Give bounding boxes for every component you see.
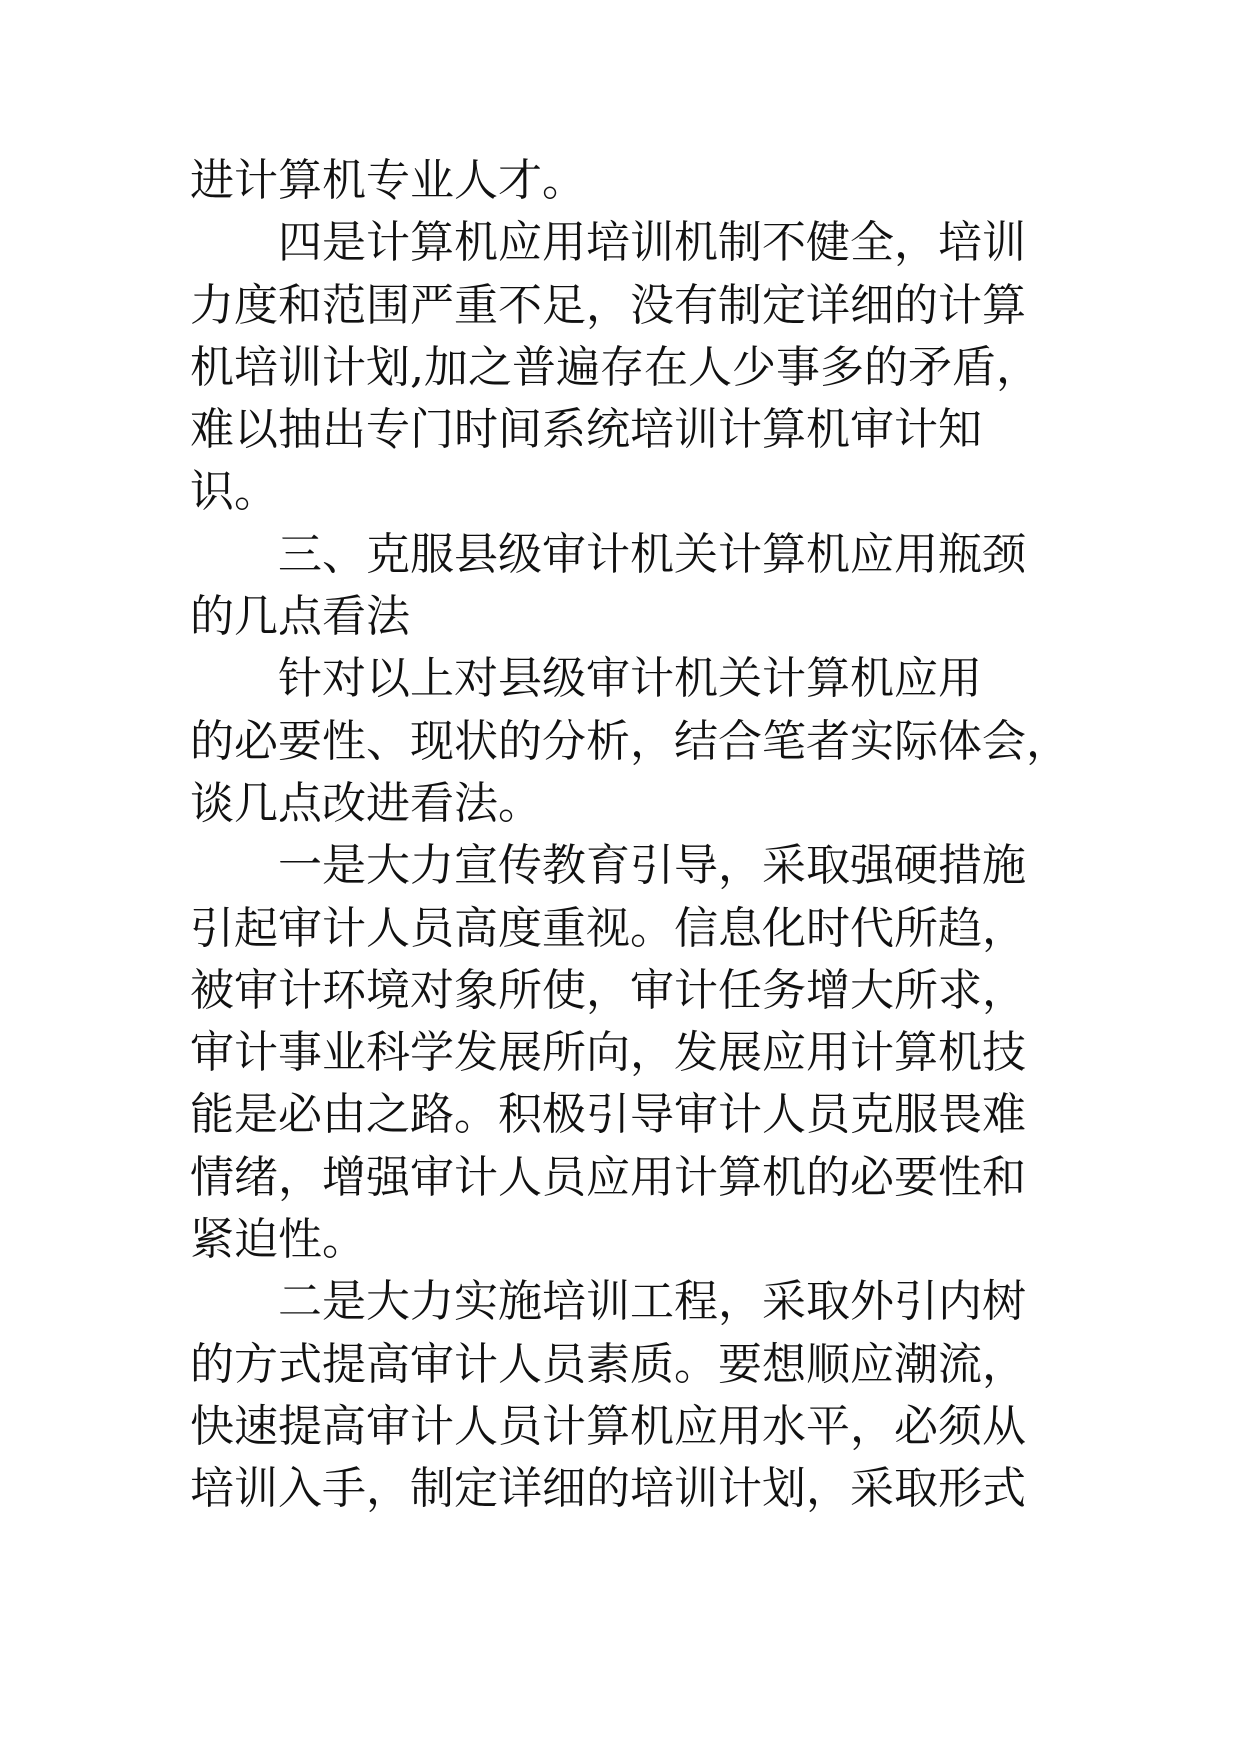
text-line: 快速提高审计人员计算机应用水平，必须从 <box>190 1400 1026 1452</box>
body-text <box>190 150 1070 1521</box>
text-line: 引起审计人员高度重视。信息化时代所趋， <box>190 902 1026 954</box>
text-line: 培训入手，制定详细的培训计划，采取形式 <box>190 1463 1026 1515</box>
text-line: 情绪，增强审计人员应用计算机的必要性和 <box>190 1151 1026 1203</box>
text-line: 审计事业科学发展所向，发展应用计算机技 <box>190 1027 1026 1079</box>
text-line: 一是大力宣传教育引导，采取强硬措施 <box>278 840 1026 892</box>
text-line: 的几点看法 <box>190 591 410 643</box>
text-line: 能是必由之路。积极引导审计人员克服畏难 <box>190 1089 1026 1141</box>
text-line: 针对以上对县级审计机关计算机应用 <box>278 653 982 705</box>
text-line: 识。 <box>190 466 278 518</box>
text-line: 谈几点改进看法。 <box>190 777 542 829</box>
text-line: 紧迫性。 <box>190 1214 366 1266</box>
text-line: 机培训计划,加之普遍存在人少事多的矛盾， <box>190 341 1040 393</box>
text-line: 三、克服县级审计机关计算机应用瓶颈 <box>278 528 1026 580</box>
text-line: 力度和范围严重不足，没有制定详细的计算 <box>190 279 1026 331</box>
text-line: 被审计环境对象所使，审计任务增大所求， <box>190 964 1026 1016</box>
text-line: 难以抽出专门时间系统培训计算机审计知 <box>190 404 982 456</box>
text-line: 二是大力实施培训工程，采取外引内树 <box>278 1276 1026 1328</box>
text-line: 的必要性、现状的分析，结合笔者实际体会， <box>190 715 1070 767</box>
text-line: 的方式提高审计人员素质。要想顺应潮流， <box>190 1338 1026 1390</box>
text-line: 四是计算机应用培训机制不健全，培训 <box>278 217 1026 269</box>
text-line: 进计算机专业人才。 <box>190 155 586 206</box>
